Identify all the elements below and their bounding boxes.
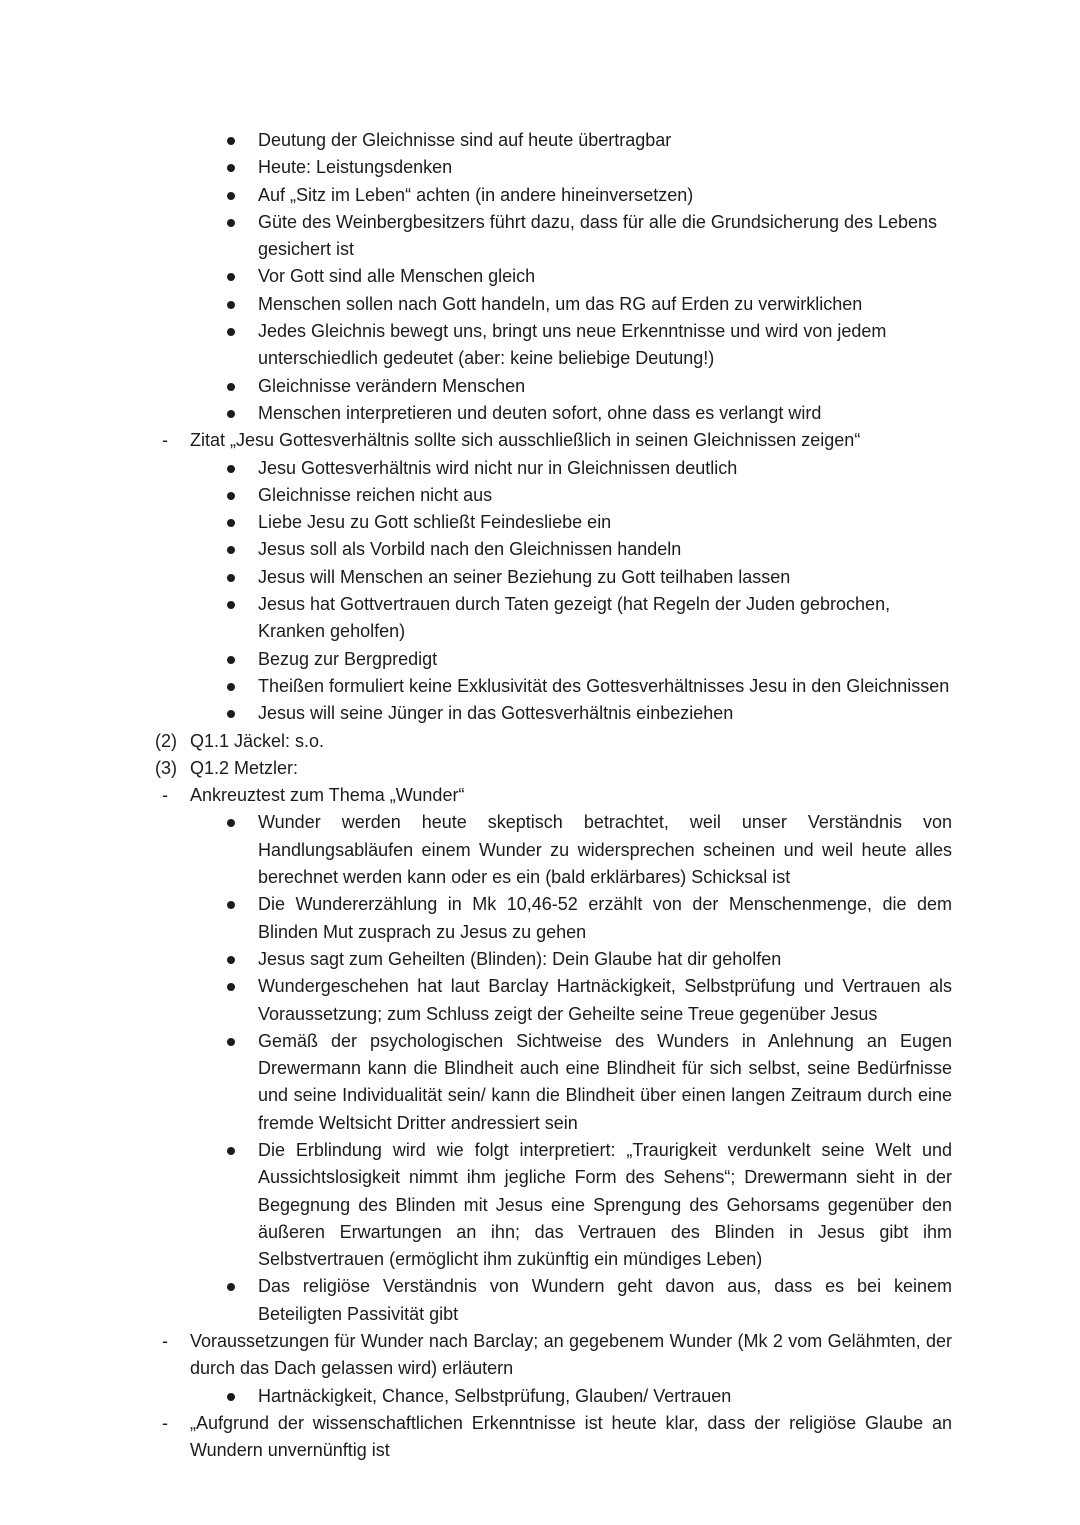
list-item (155, 509, 952, 536)
list-item (155, 263, 952, 290)
bullet-dot-icon (227, 137, 235, 145)
bullet-icon (227, 536, 258, 554)
bullet-dot-icon (227, 1038, 235, 1046)
list-item (155, 809, 952, 891)
number-marker: (3) (155, 757, 177, 778)
bullet-icon (227, 373, 258, 391)
list-item-text: Liebe Jesu zu Gott schließt Feindesliebe ein (258, 512, 612, 533)
bullet-dot-icon (227, 546, 235, 554)
list-item (155, 755, 952, 782)
list-item-text: Gemäß der psychologischen Sichtweise des Wunders in Anlehnung an Eugen Drewermann kann die Blindheit auch eine Blindheit für sich selbst, seine Bedürfnisse und seine Individualität sein/ kann die Blindheit über einen langen Zeitraum durch eine fremde Weltsicht Dritter andressiert sein (258, 1030, 952, 1133)
bullet-dot-icon (227, 956, 235, 964)
bullet-dot-icon (227, 601, 235, 609)
list-item (155, 673, 952, 700)
list-item-text: Theißen formuliert keine Exklusivität des Gottesverhältnisses Jesu in den Gleichnissen (258, 675, 950, 696)
bullet-dot-icon (227, 1393, 235, 1401)
list-item-text: Deutung der Gleichnisse sind auf heute übertragbar (258, 130, 672, 150)
bullet-icon (227, 482, 258, 500)
bullet-dot-icon (227, 574, 235, 582)
list-item (155, 427, 952, 454)
list-item (155, 182, 952, 209)
list-item (155, 455, 952, 482)
list-item-text: Jedes Gleichnis bewegt uns, bringt uns neue Erkenntnisse und wird von jedem unterschiedlich gedeutet (aber: keine beliebige Deutung!) (258, 321, 887, 369)
bullet-dot-icon (227, 901, 235, 909)
list-item (155, 891, 952, 946)
bullet-dot-icon (227, 983, 235, 991)
bullet-dot-icon (227, 1283, 235, 1291)
bullet-icon (227, 973, 258, 991)
list-item (155, 1137, 952, 1273)
list-item (155, 782, 952, 809)
dash-marker: - (162, 785, 168, 806)
list-item-text: Jesus hat Gottvertrauen durch Taten gezeigt (hat Regeln der Juden gebrochen, Kranken geholfen) (258, 594, 891, 642)
list-item-text: Gleichnisse reichen nicht aus (258, 484, 493, 505)
list-item-text: Zitat „Jesu Gottesverhältnis sollte sich ausschließlich in seinen Gleichnissen zeigen“ (190, 430, 861, 451)
dash-marker: - (162, 1331, 168, 1352)
list-item-text: Ankreuztest zum Thema „Wunder“ (190, 785, 465, 806)
bullet-icon (227, 673, 258, 691)
bullet-icon (227, 646, 258, 664)
bullet-icon (227, 591, 258, 609)
list-item (155, 1273, 952, 1328)
list-item (155, 536, 952, 563)
list-item-text: Jesus will Menschen an seiner Beziehung zu Gott teilhaben lassen (258, 566, 791, 587)
list-item (155, 946, 952, 973)
list-item (155, 209, 952, 264)
bullet-icon (227, 291, 258, 309)
list-item (155, 400, 952, 427)
list-item (155, 291, 952, 318)
bullet-icon (227, 1137, 258, 1155)
list-item (155, 1410, 952, 1465)
document-content (155, 127, 952, 1465)
bullet-dot-icon (227, 164, 235, 172)
bullet-dot-icon (227, 819, 235, 827)
bullet-dot-icon (227, 410, 235, 418)
dash-marker: - (162, 1412, 168, 1433)
bullet-dot-icon (227, 383, 235, 391)
list-item-text: „Aufgrund der wissenschaftlichen Erkenntnisse ist heute klar, dass der religiöse Glaube an Wundern unvernünftig ist (190, 1412, 952, 1461)
list-item-text: Menschen interpretieren und deuten sofort, ohne dass es verlangt wird (258, 402, 822, 423)
list-item-text: Q1.2 Metzler: (190, 757, 299, 778)
bullet-dot-icon (227, 710, 235, 718)
bullet-dot-icon (227, 465, 235, 473)
list-item-text: Die Erblindung wird wie folgt interpretiert: „Traurigkeit verdunkelt seine Welt und Aussichtslosigkeit nimmt ihm jegliche Form des Sehens“; Drewermann sieht in der Begegnung des Blinden mit Jesus eine Sprengung des Gehorsams gegenüber den äußeren Erwartungen an ihn; das Vertrauen des Blinden in Jesus gibt ihm Selbstvertrauen (ermöglicht ihm zukünftig ein mündiges Leben) (258, 1139, 952, 1270)
bullet-icon (227, 1028, 258, 1046)
list-item (155, 1028, 952, 1137)
bullet-icon (227, 455, 258, 473)
bullet-icon (227, 263, 258, 281)
list-item (155, 482, 952, 509)
list-item (155, 1383, 952, 1410)
bullet-icon (227, 1273, 258, 1291)
list-item-text: Die Wundererzählung in Mk 10,46-52 erzählt von der Menschenmenge, die dem Blinden Mut zusprach zu Jesus zu gehen (258, 894, 952, 942)
bullet-dot-icon (227, 492, 235, 500)
list-item-text: Wunder werden heute skeptisch betrachtet, weil unser Verständnis von Handlungsabläufen einem Wunder zu widersprechen scheinen und weil heute alles berechnet werden kann oder es ein (bald erklärbares) Schicksal ist (258, 812, 952, 888)
bullet-icon (227, 318, 258, 336)
list-item-text: Voraussetzungen für Wunder nach Barclay; an gegebenem Wunder (Mk 2 vom Gelähmten, der durch das Dach gelassen wird) erläutern (190, 1331, 952, 1379)
bullet-dot-icon (227, 683, 235, 691)
bullet-dot-icon (227, 273, 235, 281)
list-item (155, 373, 952, 400)
bullet-dot-icon (227, 656, 235, 664)
list-item-text: Heute: Leistungsdenken (258, 157, 453, 178)
list-item-text: Vor Gott sind alle Menschen gleich (258, 266, 536, 287)
bullet-icon (227, 182, 258, 200)
list-item-text: Das religiöse Verständnis von Wundern geht davon aus, dass es bei keinem Beteiligten Passivität gibt (258, 1276, 952, 1324)
list-item-text: Jesu Gottesverhältnis wird nicht nur in Gleichnissen deutlich (258, 457, 738, 478)
list-item (155, 564, 952, 591)
list-item-text: Gleichnisse verändern Menschen (258, 375, 526, 396)
list-item-text: Jesus sagt zum Geheilten (Blinden): Dein Glaube hat dir geholfen (258, 948, 782, 969)
list-item-text: Wundergeschehen hat laut Barclay Hartnäckigkeit, Selbstprüfung und Vertrauen als Voraussetzung; zum Schluss zeigt der Geheilte seine Treue gegenüber Jesus (258, 976, 952, 1024)
dash-marker: - (162, 430, 168, 451)
list-item (155, 318, 952, 373)
list-item-text: Jesus will seine Jünger in das Gottesverhältnis einbeziehen (258, 703, 734, 724)
bullet-dot-icon (227, 301, 235, 309)
bullet-icon (227, 946, 258, 964)
bullet-icon (227, 1383, 258, 1401)
list-item (155, 154, 952, 181)
number-marker: (2) (155, 730, 177, 751)
list-item (155, 700, 952, 727)
list-item-text: Bezug zur Bergpredigt (258, 648, 438, 669)
bullet-dot-icon (227, 519, 235, 527)
list-item (155, 728, 952, 755)
bullet-dot-icon (227, 192, 235, 200)
list-item (155, 646, 952, 673)
list-item-text: Güte des Weinbergbesitzers führt dazu, dass für alle die Grundsicherung des Lebens gesichert ist (258, 211, 938, 260)
bullet-icon (227, 891, 258, 909)
list-item-text: Menschen sollen nach Gott handeln, um das RG auf Erden zu verwirklichen (258, 293, 863, 314)
bullet-icon (227, 127, 258, 145)
list-item-text: Auf „Sitz im Leben“ achten (in andere hineinversetzen) (258, 184, 694, 205)
bullet-icon (227, 700, 258, 718)
list-item-text: Jesus soll als Vorbild nach den Gleichnissen handeln (258, 539, 682, 560)
bullet-icon (227, 809, 258, 827)
list-item (155, 127, 952, 154)
bullet-icon (227, 564, 258, 582)
bullet-dot-icon (227, 219, 235, 227)
bullet-icon (227, 509, 258, 527)
bullet-dot-icon (227, 328, 235, 336)
list-item-text: Q1.1 Jäckel: s.o. (190, 730, 325, 751)
list-item (155, 591, 952, 646)
bullet-dot-icon (227, 1147, 235, 1155)
bullet-icon (227, 154, 258, 172)
bullet-icon (227, 209, 258, 227)
list-item (155, 973, 952, 1028)
list-item-text: Hartnäckigkeit, Chance, Selbstprüfung, Glauben/ Vertrauen (258, 1385, 732, 1406)
list-item (155, 1328, 952, 1383)
bullet-icon (227, 400, 258, 418)
